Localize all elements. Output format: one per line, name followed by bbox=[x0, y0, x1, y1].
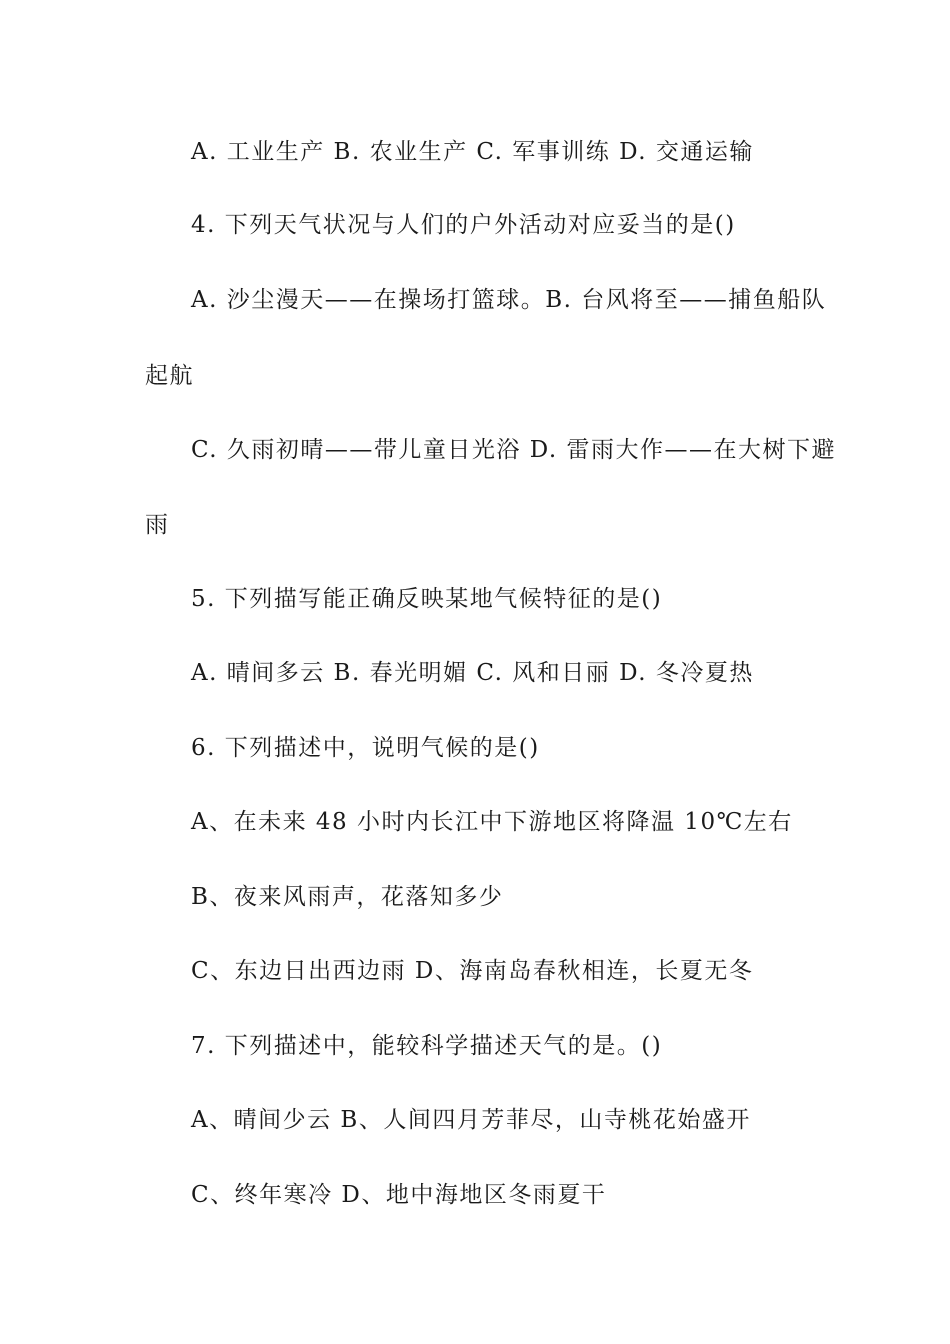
q7-options-ab: A、晴间少云 B、人间四月芳菲尽，山寺桃花始盛开 bbox=[191, 1107, 751, 1133]
q6-option-a: A、在未来 48 小时内长江中下游地区将降温 10℃左右 bbox=[191, 809, 793, 835]
q4-options-ab: A. 沙尘漫天——在操场打篮球。B. 台风将至——捕鱼船队 bbox=[191, 287, 827, 313]
q4-options-ab-cont: 起航 bbox=[145, 363, 194, 389]
q7-question: 7. 下列描述中，能较科学描述天气的是。() bbox=[191, 1033, 663, 1059]
q4-options-cd: C. 久雨初晴——带儿童日光浴 D. 雷雨大作——在大树下避 bbox=[191, 437, 836, 463]
q7-options-cd: C、终年寒冷 D、地中海地区冬雨夏干 bbox=[191, 1182, 607, 1208]
q6-question: 6. 下列描述中，说明气候的是() bbox=[191, 735, 540, 761]
q4-options-cd-cont: 雨 bbox=[145, 512, 170, 538]
q6-options-cd: C、东边日出西边雨 D、海南岛春秋相连，长夏无冬 bbox=[191, 958, 754, 984]
q5-question: 5. 下列描写能正确反映某地气候特征的是() bbox=[191, 586, 663, 612]
q3-options: A. 工业生产 B. 农业生产 C. 军事训练 D. 交通运输 bbox=[191, 139, 754, 165]
q6-option-b: B、夜来风雨声，花落知多少 bbox=[191, 884, 504, 910]
q4-question: 4. 下列天气状况与人们的户外活动对应妥当的是() bbox=[191, 212, 736, 238]
q5-options: A. 晴间多云 B. 春光明媚 C. 风和日丽 D. 冬冷夏热 bbox=[191, 660, 754, 686]
